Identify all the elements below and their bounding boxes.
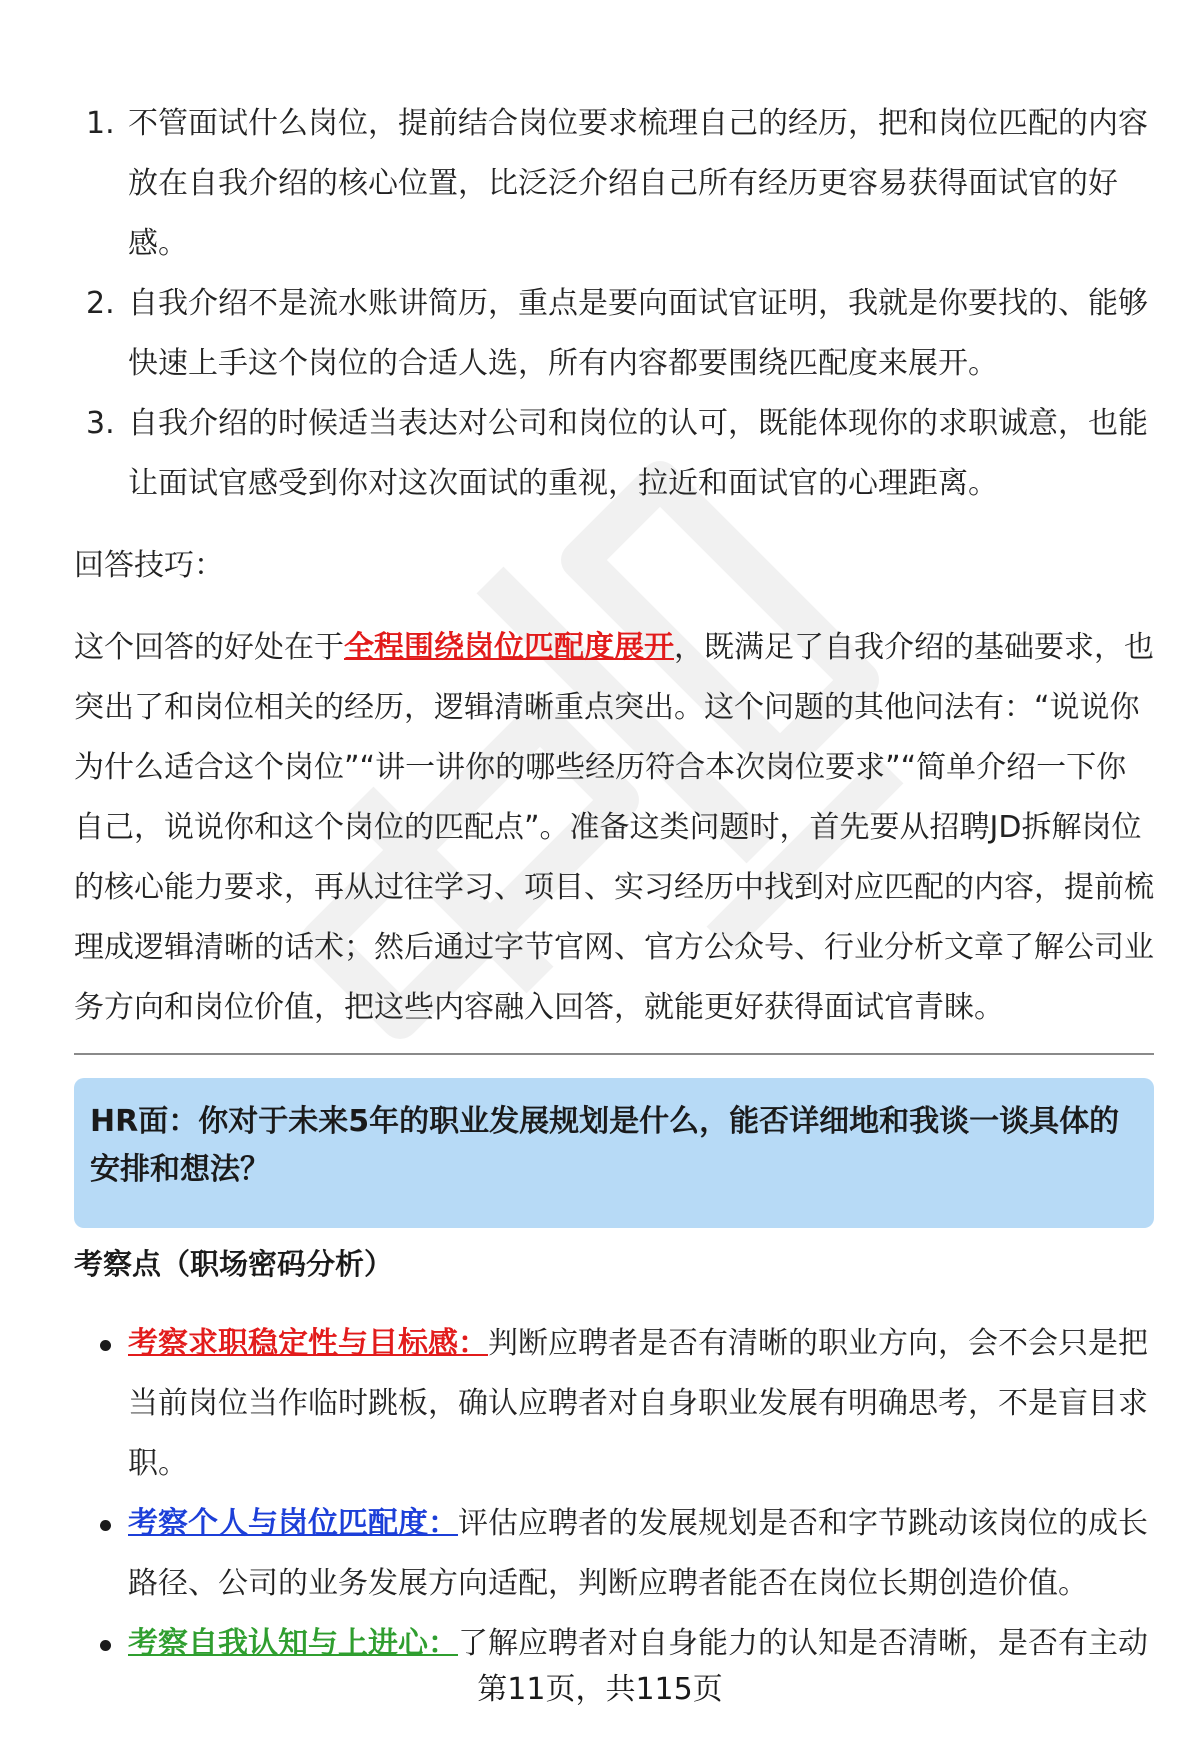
bullet-icon — [100, 1520, 111, 1531]
bullet-text: 了解应聘者对自身能力的认知是否清晰，是否有主动 — [458, 1626, 1148, 1661]
section-divider — [74, 1053, 1154, 1055]
answer-paragraph — [74, 618, 1154, 1038]
bullet-label: 考察求职稳定性与目标感： — [128, 1326, 488, 1361]
list-item — [74, 1494, 1154, 1614]
answer-highlight: 全程围绕岗位匹配度展开 — [344, 630, 674, 665]
bullet-icon — [100, 1340, 111, 1351]
list-item — [74, 1314, 1154, 1494]
list-item — [74, 394, 1154, 514]
bullet-text: 判断应聘者是否有清晰的职业方向，会不会只是把当前岗位当作临时跳板，确认应聘者对自身职业发展有明确思考，不是盲目求职。 — [128, 1326, 1148, 1481]
list-item — [74, 274, 1154, 394]
bullet-label: 考察个人与岗位匹配度： — [128, 1506, 458, 1541]
list-item-text: 自我介绍的时候适当表达对公司和岗位的认可，既能体现你的求职诚意，也能让面试官感受到你对这次面试的重视，拉近和面试官的心理距离。 — [128, 406, 1148, 501]
bullet-label: 考察自我认知与上进心： — [128, 1626, 458, 1661]
bullet-text: 评估应聘者的发展规划是否和字节跳动该岗位的成长路径、公司的业务发展方向适配，判断应聘者能否在岗位长期创造价值。 — [128, 1506, 1148, 1601]
list-item-text: 自我介绍不是流水账讲简历，重点是要向面试官证明，我就是你要找的、能够快速上手这个岗位的合适人选，所有内容都要围绕匹配度来展开。 — [128, 286, 1148, 381]
list-item — [74, 1614, 1154, 1674]
answer-suffix: ，既满足了自我介绍的基础要求，也突出了和岗位相关的经历，逻辑清晰重点突出。这个问题的其他问法有：“说说你为什么适合这个岗位”“讲一讲你的哪些经历符合本次岗位要求”“简单介绍一下你自己，说说你和这个岗位的匹配点”。准备这类问题时，首先要从招聘JD拆解岗位的核心能力要求，再从过往学习、项目、实习经历中找到对应匹配的内容，提前梳理成逻辑清晰的话术；然后通过字节官网、官方公众号、行业分析文章了解公司业务方向和岗位价值，把这些内容融入回答，就能更好获得面试官青睐。 — [74, 630, 1154, 1025]
assessment-points-list — [74, 1314, 1154, 1674]
list-item-number: 2. — [86, 286, 115, 321]
list-item-text: 不管面试什么岗位，提前结合岗位要求梳理自己的经历，把和岗位匹配的内容放在自我介绍的核心位置，比泛泛介绍自己所有经历更容易获得面试官的好感。 — [128, 106, 1148, 261]
bullet-icon — [100, 1640, 111, 1651]
answer-prefix: 这个回答的好处在于 — [74, 630, 344, 665]
tips-label: 回答技巧： — [74, 548, 224, 583]
page-number-footer: 第11页，共115页 — [477, 1672, 723, 1707]
list-item-number: 1. — [86, 106, 115, 141]
key-points-list — [74, 94, 1154, 514]
list-item-number: 3. — [86, 406, 115, 441]
section-title: 考察点（职场密码分析） — [74, 1247, 394, 1281]
main-content — [74, 94, 1154, 1038]
list-item — [74, 94, 1154, 274]
question-callout: HR面：你对于未来5年的职业发展规划是什么，能否详细地和我谈一谈具体的安排和想法？ — [74, 1078, 1154, 1228]
